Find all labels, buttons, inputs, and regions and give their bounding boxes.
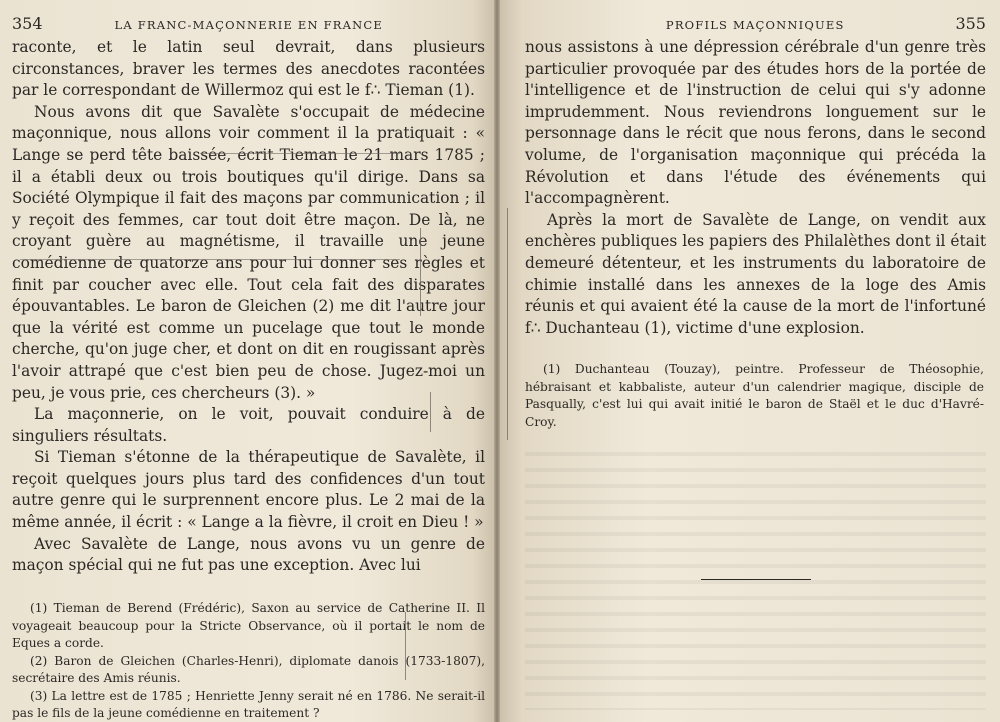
running-head [12,14,485,33]
footnote: (1) Duchanteau (Touzay), peintre. Professeur de Théosophie, hébraisant et kabbaliste, auteur d'un calendrier magique, disciple de Pasqually, c'est lui qui avait initié le baron de Staël et le duc d'Havré-Croy. [525,362,984,429]
paragraph: nous assistons à une dépression cérébrale d'un genre très particulier provoquée par des études hors de la portée de l'intelligence et de l'instruction de celui qui s'y adonne imprudemment. Nous reviendrons longuement sur le personnage dans le récit que nous ferons, dans le second volume, de l'organisation maçonnique qui précéda la Révolution et dans l'étude des événements qui l'accompagnèrent. [525,38,986,208]
paragraph: Après la mort de Savalète de Lange, on vendit aux enchères publiques les papiers des Philalèthes dont il était demeuré détenteur, et les instruments du laboratoire de chimie installé dans les annexes de la loge des Amis réunis et qui avaient été la cause de la mort de l'infortuné f∴ Duchanteau (1), victime d'une explosion. [525,210,986,337]
bleed-through-texture [525,440,986,710]
paragraph: raconte, et le latin seul devrait, dans plusieurs circonstances, braver les termes des anecdotes racontées par le correspondant de Willermoz qui est le f∴ Tieman (1). [12,38,485,100]
running-title: LA FRANC-MAÇONNERIE EN FRANCE [114,18,384,32]
left-page [0,0,497,722]
body-text [12,37,485,577]
paragraph: Nous avons dit que Savalète s'occupait de médecine maçonnique, nous allons voir comment il la pratiquait : « Lange se perd tête baissée, écrit Tieman le 21 mars 1785 ; il a établi deux ou trois boutiques qu'il dirige. Dans sa Société Olympique il fait des maçons par communication ; il y reçoit des femmes, car tout doit être maçon. De là, ne croyant guère au magnétisme, il travaille une jeune comédienne de quatorze ans pour lui donner ses règles et finit par coucher avec elle. Tout cela fait des disparates épouvantables. Le baron de Gleichen (2) me dit l'autre jour que la vérité est comme un pucelage que tout le monde cherche, qu'on juge cher, et dont on dit en rougissant après l'avoir attrapé que c'est bien peu de chose. Jugez-moi un peu, je vous prie, ces chercheurs (3). » [12,102,485,402]
page-number: 355 [955,14,986,33]
footnotes [525,361,986,431]
body-text [525,37,986,339]
book-gutter [494,0,500,722]
footnote: (3) La lettre est de 1785 ; Henriette Jenny serait né en 1786. Ne serait-il pas le fils de la jeune comédienne en traitement ? [12,688,485,720]
page-number: 354 [12,14,43,33]
pencil-underline [20,259,400,260]
paragraph: La maçonnerie, on le voit, pouvait conduire à de singuliers résultats. [12,405,485,445]
pencil-margin-mark [430,392,431,432]
paragraph: Avec Savalète de Lange, nous avons vu un genre de maçon spécial qui ne fut pas une exception. Avec lui [12,534,485,575]
footnotes [12,600,485,722]
running-head [525,14,986,33]
pencil-margin-mark [420,228,421,316]
pencil-underline [200,153,400,154]
running-title: PROFILS MAÇONNIQUES [665,18,845,32]
footnote: (1) Tieman de Berend (Frédéric), Saxon au service de Catherine II. Il voyageait beaucoup pour la Stricte Observance, où il portait le nom de Eques a corde. [12,601,485,650]
pencil-margin-mark [507,208,508,440]
pencil-margin-mark [405,612,406,680]
footnote: (2) Baron de Gleichen (Charles-Henri), diplomate danois (1733-1807), secrétaire des Amis réunis. [12,653,485,685]
paragraph: Si Tieman s'étonne de la thérapeutique de Savalète, il reçoit quelques jours plus tard des confidences d'un tout autre genre qui le surprennent encore plus. Le 2 mai de la même année, il écrit : « Lange a la fièvre, il croit en Dieu ! » [12,448,485,532]
right-page [497,0,1000,722]
